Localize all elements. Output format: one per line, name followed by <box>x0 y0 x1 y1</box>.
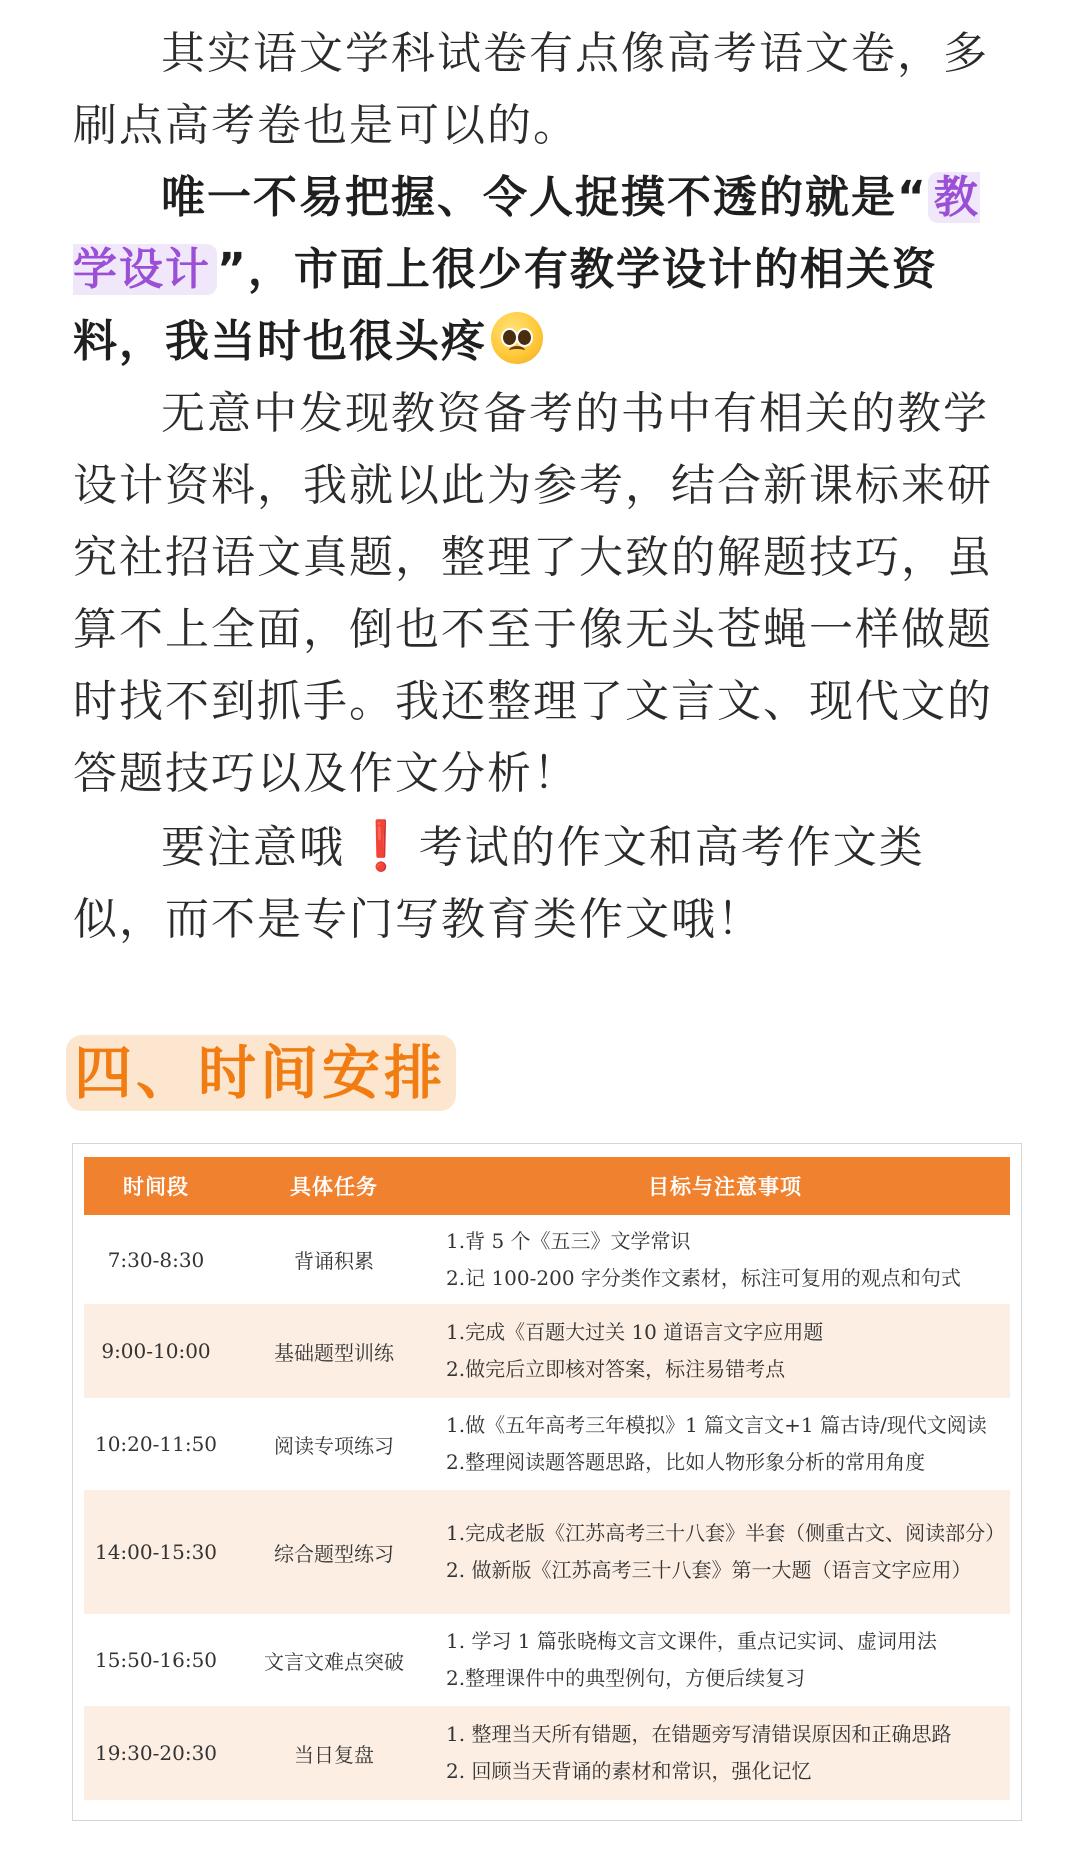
exclamation-icon: ❗ <box>351 818 413 874</box>
cell-task: 文言文难点突破 <box>228 1614 440 1706</box>
cell-task: 当日复盘 <box>228 1706 440 1800</box>
paragraph-2 <box>73 162 1013 378</box>
goal-line: 1.完成老版《江苏高考三十八套》半套（侧重古文、阅读部分） <box>446 1521 1006 1545</box>
pleading-face-emoji-icon <box>491 312 543 364</box>
cell-goals <box>440 1304 1010 1398</box>
goal-line: 2. 做新版《江苏高考三十八套》第一大题（语言文字应用） <box>446 1558 972 1582</box>
goal-line: 2. 回顾当天背诵的素材和常识，强化记忆 <box>446 1759 812 1783</box>
paragraph-4 <box>73 810 1013 956</box>
cell-goals <box>440 1215 1010 1304</box>
table-row <box>84 1398 1010 1490</box>
cell-task: 基础题型训练 <box>228 1304 440 1398</box>
highlight-teaching-design: 教学设计 <box>73 172 980 295</box>
table-row <box>84 1215 1010 1304</box>
schedule-table <box>84 1157 1010 1800</box>
cell-goals <box>440 1614 1010 1706</box>
header-task: 具体任务 <box>228 1157 440 1215</box>
cell-goals <box>440 1706 1010 1800</box>
cell-time: 19:30-20:30 <box>84 1706 228 1800</box>
cell-task: 综合题型练习 <box>228 1490 440 1614</box>
schedule-table-image <box>72 1143 1022 1821</box>
header-goals: 目标与注意事项 <box>440 1157 1010 1215</box>
cell-time: 9:00-10:00 <box>84 1304 228 1398</box>
goal-line: 2.整理阅读题答题思路，比如人物形象分析的常用角度 <box>446 1450 926 1474</box>
paragraph-2-tail: ”，市面上很少有教学设计的相关资料，我当时也很头疼 <box>73 244 938 367</box>
cell-time: 10:20-11:50 <box>84 1398 228 1490</box>
goal-line: 2.整理课件中的典型例句，方便后续复习 <box>446 1666 806 1690</box>
cell-task: 阅读专项练习 <box>228 1398 440 1490</box>
goal-line: 1.完成《百题大过关 10 道语言文字应用题 <box>446 1320 824 1344</box>
paragraph-4-tail: 考试的作文和高考作文类似，而不是专门写教育类作文哦！ <box>73 822 925 945</box>
article-body <box>73 18 1013 956</box>
section-title: 四、时间安排 <box>66 1035 456 1111</box>
cell-task: 背诵积累 <box>228 1215 440 1304</box>
goal-line: 1.背 5 个《五三》文学常识 <box>446 1228 691 1253</box>
cell-goals <box>440 1490 1010 1614</box>
paragraph-4-lead: 要注意哦 <box>161 822 345 873</box>
header-time: 时间段 <box>84 1157 228 1215</box>
cell-time: 7:30-8:30 <box>84 1215 228 1304</box>
paragraph-1: 其实语文学科试卷有点像高考语文卷，多刷点高考卷也是可以的。 <box>73 28 989 151</box>
goal-line: 1.做《五年高考三年模拟》1 篇文言文+1 篇古诗/现代文阅读 <box>446 1413 987 1437</box>
goal-line: 2.记 100-200 字分类作文素材，标注可复用的观点和句式 <box>446 1265 961 1290</box>
table-row <box>84 1304 1010 1398</box>
goal-line: 1. 学习 1 篇张晓梅文言文课件，重点记实词、虚词用法 <box>446 1629 937 1653</box>
goal-line: 2.做完后立即核对答案，标注易错考点 <box>446 1357 786 1381</box>
table-header-row <box>84 1157 1010 1215</box>
cell-time: 15:50-16:50 <box>84 1614 228 1706</box>
paragraph-2-lead: 唯一不易把握、令人捉摸不透的就是“ <box>161 172 928 223</box>
paragraph-3: 无意中发现教资备考的书中有相关的教学设计资料，我就以此为参考，结合新课标来研究社招语文真题，整理了大致的解题技巧，虽算不上全面，倒也不至于像无头苍蝇一样做题时找不到抓手。我还整理了文言文、现代文的答题技巧以及作文分析！ <box>73 388 993 799</box>
cell-time: 14:00-15:30 <box>84 1490 228 1614</box>
table-row <box>84 1614 1010 1706</box>
table-row <box>84 1706 1010 1800</box>
cell-goals <box>440 1398 1010 1490</box>
goal-line: 1. 整理当天所有错题，在错题旁写清错误原因和正确思路 <box>446 1722 952 1746</box>
table-row <box>84 1490 1010 1614</box>
